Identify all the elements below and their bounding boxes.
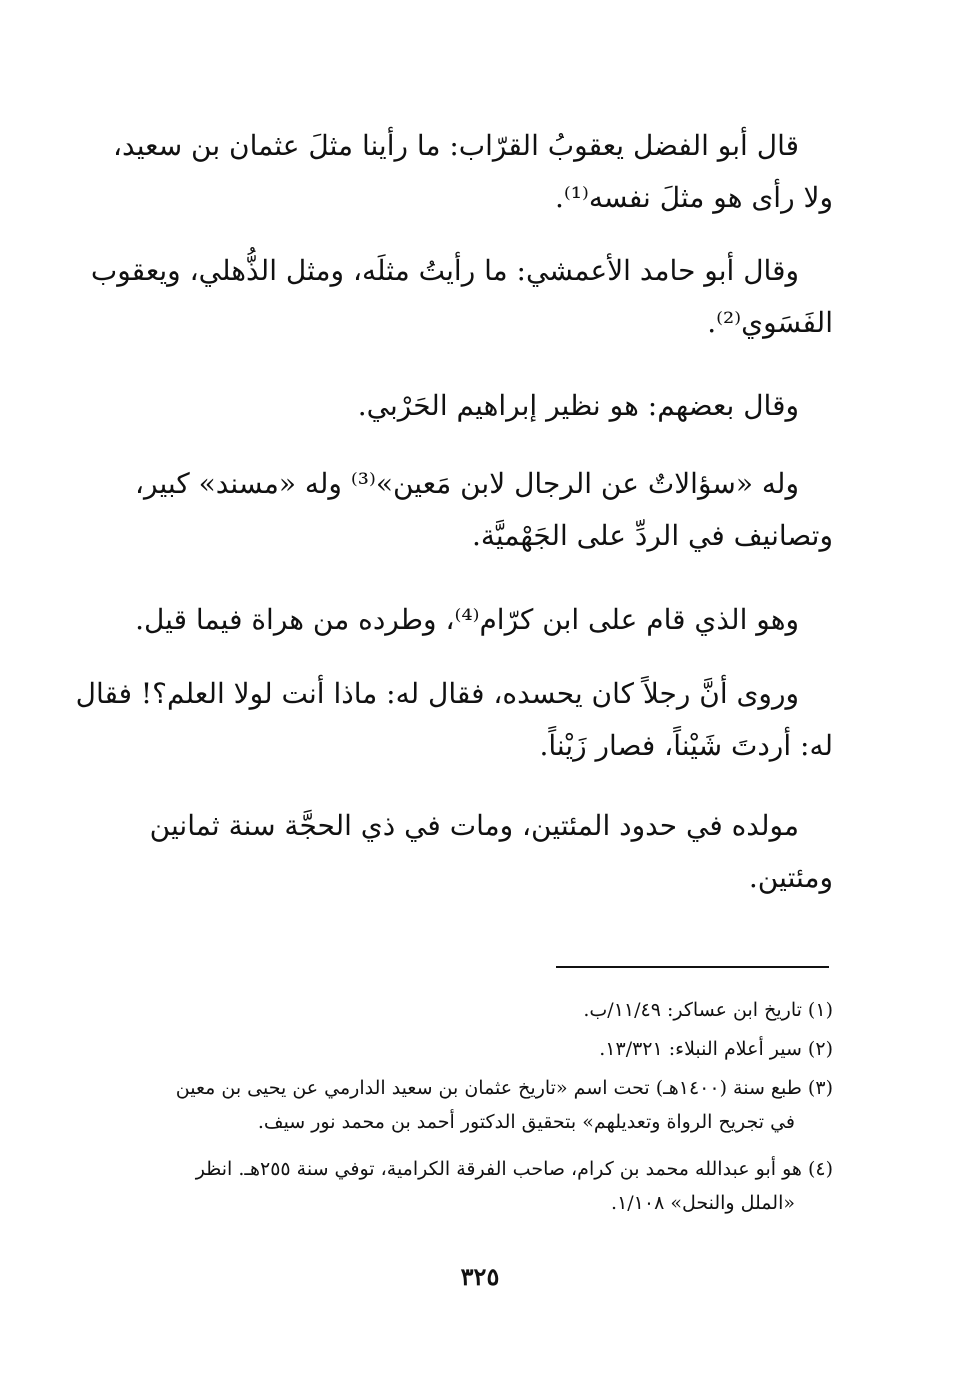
footnote-2 [128, 1032, 833, 1066]
paragraph-works [128, 458, 833, 562]
footnote-line: (٣) طبع سنة (١٤٠٠هـ) تحت اسم «تاريخ عثمان بن سعيد الدارمي عن يحيى بن معين [175, 1077, 833, 1099]
footnote-line: في تجريح الرواة وتعديلهم» بتحقيق الدكتور أحمد بن محمد نور سيف. [257, 1111, 795, 1133]
paragraph-line: ولا رأى هو مثلَ نفسه⁽¹⁾. [554, 181, 833, 214]
footnote-1 [128, 993, 833, 1027]
paragraph-line: له: أردتَ شَيْناً، فصار زَيْناً. [539, 729, 833, 762]
paragraph-line: مولده في حدود المئتين، ومات في ذي الحجَّة سنة ثمانين [149, 809, 799, 842]
footnote-4 [128, 1152, 833, 1220]
footnote-line: (١) تاريخ ابن عساكر: ١١/٤٩/ب. [583, 999, 833, 1021]
paragraph-qarrab [113, 120, 833, 224]
paragraph-line: وقال بعضهم: هو نظير إبراهيم الحَرْبي. [357, 389, 799, 422]
paragraph-line: وهو الذي قام على ابن كرّام⁽⁴⁾، وطرده من هراة فيما قيل. [135, 603, 799, 636]
paragraph-line: وقال أبو حامد الأعمشي: ما رأيتُ مثلَه، ومثل الذُّهلي، ويعقوب [90, 254, 799, 287]
paragraph-amashi [90, 245, 833, 349]
paragraph-anecdote [75, 668, 833, 772]
footnote-3 [128, 1071, 833, 1139]
paragraph-line: قال أبو الفضل يعقوبُ القرّاب: ما رأينا مثلَ عثمان بن سعيد، [113, 129, 799, 162]
paragraph-line: ومئتين. [748, 861, 833, 894]
footnote-line: «الملل والنحل» ١/١٠٨. [611, 1192, 795, 1214]
paragraph-ibn-karram [128, 594, 833, 646]
footnote-separator [556, 966, 829, 968]
footnote-line: (٤) هو أبو عبدالله محمد بن كرام، صاحب الفرقة الكرامية، توفي سنة ٢٥٥هـ. انظر [195, 1158, 833, 1180]
page-number: ٣٢٥ [460, 1262, 500, 1291]
paragraph-line: وله «سؤالاتٌ عن الرجال لابن مَعين»⁽³⁾ وله «مسند» كبير، [134, 467, 799, 500]
paragraph-line: الفَسَوي⁽²⁾. [707, 306, 833, 339]
paragraph-line: وروى أنَّ رجلاً كان يحسده، فقال له: ماذا أنت لولا العلم؟! فقال [75, 677, 799, 710]
paragraph-birth-death [128, 800, 833, 904]
paragraph-nazir [128, 380, 833, 432]
footnote-line: (٢) سير أعلام النبلاء: ١٣/٣٢١. [599, 1038, 833, 1060]
paragraph-line: وتصانيف في الردِّ على الجَهْميَّة. [471, 519, 833, 552]
